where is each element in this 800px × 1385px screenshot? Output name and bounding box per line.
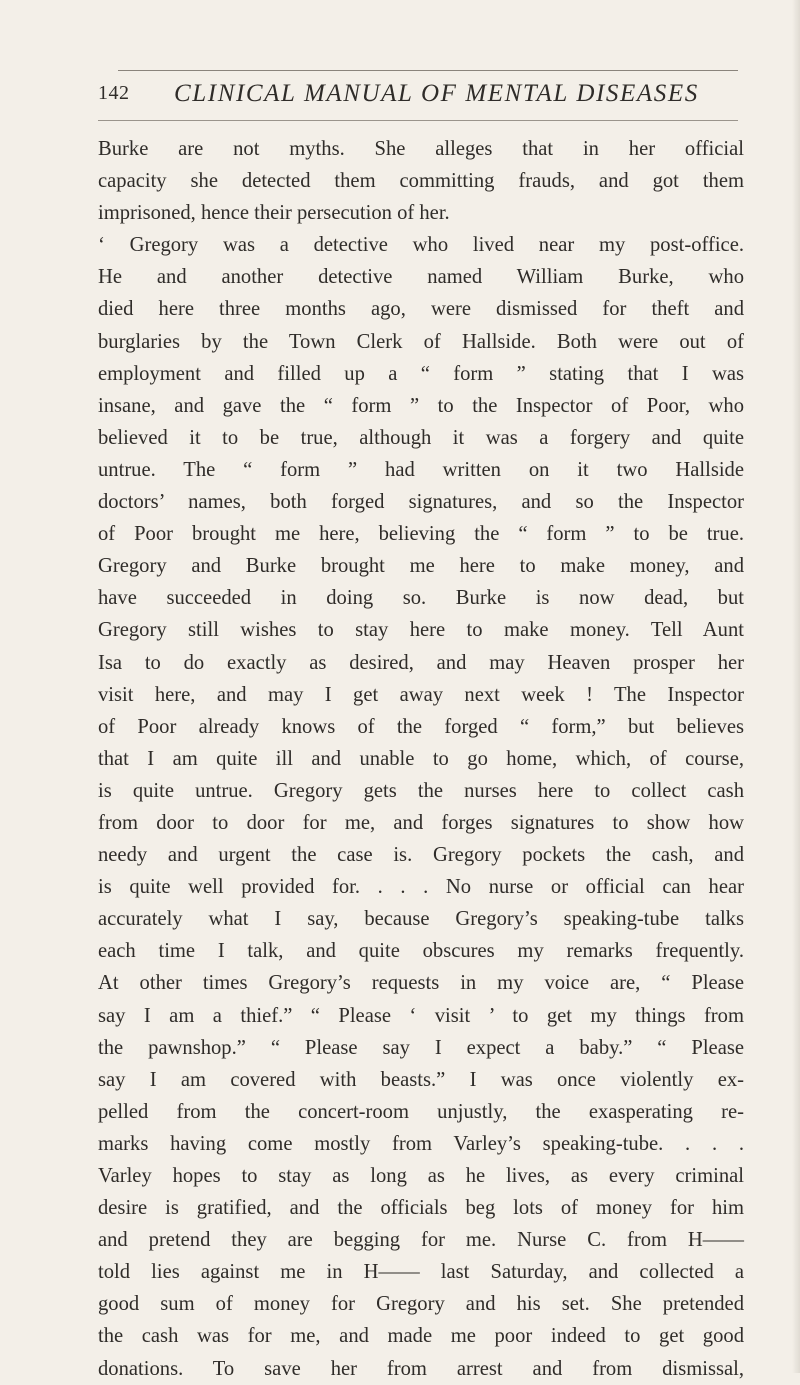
text-line: ‘ Gregory was a detective who lived near my post-office.	[98, 234, 744, 257]
text-line: donations. To save her from arrest and from dismissal,	[98, 1357, 744, 1380]
text-line: and pretend they are begging for me. Nurse C. from H——	[98, 1229, 744, 1252]
text-line: needy and urgent the case is. Gregory pockets the cash, and	[98, 844, 744, 867]
text-line: burglaries by the Town Clerk of Hallside. Both were out of	[98, 330, 744, 353]
text-line: Gregory still wishes to stay here to make money. Tell Aunt	[98, 619, 744, 642]
text-line: say I am covered with beasts.” I was once violently ex-	[98, 1068, 744, 1091]
page-number: 142	[98, 82, 130, 104]
text-line: Burke are not myths. She alleges that in her official	[98, 138, 744, 160]
text-line: is quite untrue. Gregory gets the nurses here to collect cash	[98, 779, 744, 802]
header-rule-top	[118, 70, 738, 71]
text-line: doctors’ names, both forged signatures, and so the Inspector	[98, 491, 744, 514]
text-line: desire is gratified, and the officials beg lots of money for him	[98, 1197, 744, 1220]
text-line: each time I talk, and quite obscures my remarks frequently.	[98, 940, 744, 963]
running-title: CLINICAL MANUAL OF MENTAL DISEASES	[174, 80, 699, 107]
text-line: good sum of money for Gregory and his set. She pretended	[98, 1293, 744, 1316]
text-line: insane, and gave the “ form ” to the Inspector of Poor, who	[98, 394, 744, 417]
text-line: employment and filled up a “ form ” stating that I was	[98, 362, 744, 385]
body-text	[98, 133, 744, 1385]
text-line: Gregory and Burke brought me here to make money, and	[98, 555, 744, 578]
text-line: Isa to do exactly as desired, and may Heaven prosper her	[98, 651, 744, 674]
text-line: say I am a thief.” “ Please ‘ visit ’ to get my things from	[98, 1004, 744, 1027]
text-line: pelled from the concert-room unjustly, the exasperating re-	[98, 1100, 744, 1123]
text-line: untrue. The “ form ” had written on it two Hallside	[98, 458, 744, 481]
text-line: is quite well provided for. . . . No nurse or official can hear	[98, 876, 744, 899]
text-line: capacity she detected them committing frauds, and got them	[98, 170, 744, 193]
text-line: At other times Gregory’s requests in my voice are, “ Please	[98, 972, 744, 995]
text-line: the cash was for me, and made me poor indeed to get good	[98, 1325, 744, 1348]
text-line: accurately what I say, because Gregory’s speaking-tube talks	[98, 908, 744, 931]
text-line: have succeeded in doing so. Burke is now dead, but	[98, 587, 744, 610]
text-line: died here three months ago, were dismissed for theft and	[98, 298, 744, 321]
text-line: told lies against me in H—— last Saturday, and collected a	[98, 1261, 744, 1284]
page-edge-shadow	[792, 0, 800, 1373]
text-line: of Poor already knows of the forged “ form,” but believes	[98, 715, 744, 738]
text-line: imprisoned, hence their persecution of her.	[98, 202, 450, 225]
text-line: visit here, and may I get away next week ! The Inspector	[98, 683, 744, 706]
text-line: believed it to be true, although it was a forgery and quite	[98, 426, 744, 449]
text-line: the pawnshop.” “ Please say I expect a baby.” “ Please	[98, 1036, 744, 1059]
text-line: of Poor brought me here, believing the “ form ” to be true.	[98, 523, 744, 546]
text-line: He and another detective named William Burke, who	[98, 266, 744, 289]
text-line: marks having come mostly from Varley’s speaking-tube. . . .	[98, 1132, 744, 1155]
running-header	[98, 80, 738, 120]
text-line: that I am quite ill and unable to go home, which, of course,	[98, 747, 744, 770]
header-rule-bottom	[98, 120, 738, 121]
text-line: from door to door for me, and forges signatures to show how	[98, 811, 744, 834]
text-line: Varley hopes to stay as long as he lives, as every criminal	[98, 1165, 744, 1187]
